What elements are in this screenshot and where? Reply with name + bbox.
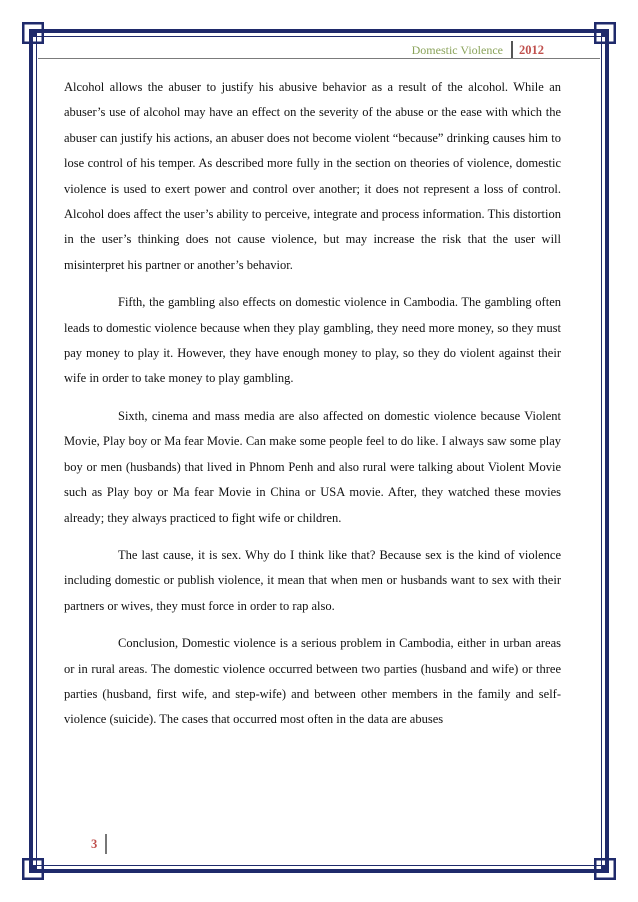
page-header bbox=[412, 40, 544, 60]
header-year: 2012 bbox=[519, 42, 544, 57]
paragraph: Fifth, the gambling also effects on domestic violence in Cambodia. The gambling often leads to domestic violence because when they play gambling, they need more money, so they must pay money to play it. However, they have enough money to play, so they do violent against their wife in order to take money to play gambling. bbox=[64, 295, 561, 386]
paragraph: Sixth, cinema and mass media are also affected on domestic violence because Violent Movie, Play boy or Ma fear Movie. Can make some people feel to do like. I always saw some play boy or men (husbands) that lived in Phnom Penh and also rural were talking about Violent Movie such as Play boy or Ma fear Movie in China or USA movie. After, they watched these movies already; they always practiced to fight wife or children. bbox=[64, 408, 561, 525]
paragraph: The last cause, it is sex. Why do I think like that? Because sex is the kind of violence including domestic or publish violence, it mean that when men or husbands want to sex with their partners or wives, they must force in order to rap also. bbox=[64, 547, 561, 613]
footer-separator bbox=[105, 834, 107, 854]
body-text bbox=[64, 75, 561, 745]
header-separator bbox=[511, 41, 513, 59]
corner-ornament-icon bbox=[594, 858, 616, 880]
corner-ornament-icon bbox=[22, 858, 44, 880]
paragraph: Alcohol allows the abuser to justify his abusive behavior as a result of the alcohol. While an abuser’s use of alcohol may have an effect on the severity of the abuse or the ease with which the abuser can justify his actions, an abuser does not become violent “because” drinking causes him to lose control of his temper. As described more fully in the section on theories of violence, domestic violence is used to exert power and control over another; it does not represent a loss of control. Alcohol does affect the user’s ability to perceive, integrate and process information. This distortion in the user’s thinking does not cause violence, but may increase the risk that the user will misinterpret his partner or another’s behavior. bbox=[64, 80, 561, 272]
page-number: 3 bbox=[91, 836, 98, 851]
corner-ornament-icon bbox=[594, 22, 616, 44]
header-rule bbox=[38, 58, 600, 59]
header-title: Domestic Violence bbox=[411, 42, 503, 57]
page-footer bbox=[91, 832, 107, 856]
paragraph: Conclusion, Domestic violence is a serious problem in Cambodia, either in urban areas or in rural areas. The domestic violence occurred between two parties (husband and wife) or three parties (husband, first wife, and step-wife) and between other members in the family and self-violence (suicide). The cases that occurred most often in the data are abuses bbox=[64, 636, 561, 727]
corner-ornament-icon bbox=[22, 22, 44, 44]
